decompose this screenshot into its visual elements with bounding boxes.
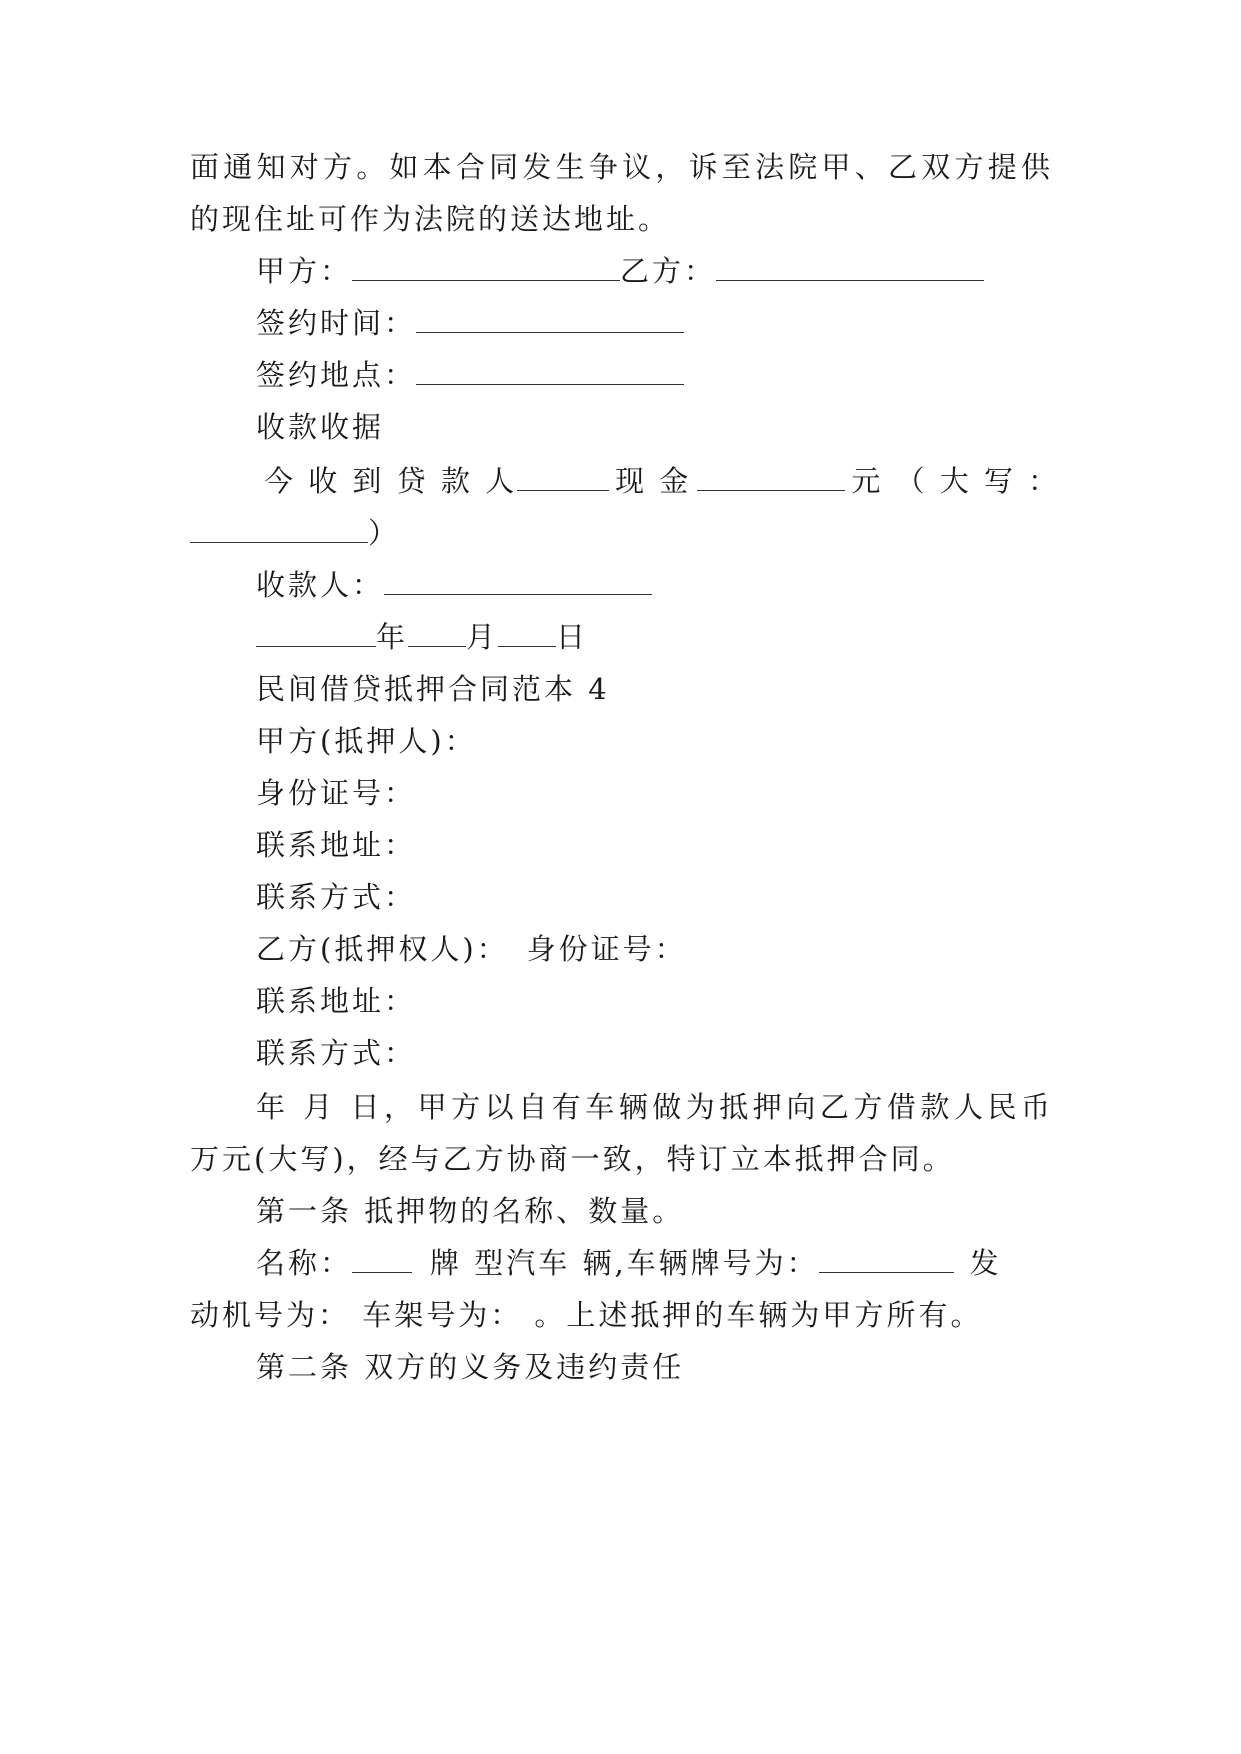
year-blank [256, 618, 376, 647]
payee-row [256, 565, 1050, 605]
amount-in-words-blank [190, 514, 368, 543]
day-blank [498, 618, 556, 647]
date-row [256, 617, 1050, 657]
paragraph-line: 动机号为： 车架号为： 。上述抵押的车辆为甲方所有。 [190, 1298, 983, 1332]
id-number-label: 身份证号： [256, 776, 417, 810]
mortgagee-id-label: 身份证号： [526, 932, 687, 966]
paragraph-line: 面通知对方。如本合同发生争议，诉至法院甲、乙双方提供 [190, 150, 1050, 184]
engine-text: 发 [969, 1246, 1002, 1280]
brand-text: 牌 型汽车 辆,车辆牌号为： [430, 1246, 819, 1280]
paragraph-line: 万元(大写)，经与乙方协商一致，特订立本抵押合同。 [190, 1142, 955, 1176]
party-b-label: 乙方： [620, 254, 717, 288]
month-label: 月 [466, 620, 499, 654]
address-label: 联系地址： [256, 984, 417, 1018]
article-2-title: 第二条 双方的义务及违约责任 [256, 1350, 685, 1384]
name-label: 名称： [256, 1246, 353, 1280]
receipt-row-continued [190, 513, 1050, 553]
brand-blank [352, 1244, 412, 1273]
receipt-title: 收款收据 [256, 410, 385, 444]
receipt-yuan-text: 元 （ 大 写 ： [851, 464, 1061, 498]
month-blank [408, 618, 466, 647]
sign-place-row [256, 355, 1050, 395]
address-label: 联系地址： [256, 828, 417, 862]
contact-label: 联系方式： [256, 1036, 417, 1070]
sign-place-blank [416, 356, 684, 385]
mortgagor-label: 甲方(抵押人)： [256, 724, 477, 758]
receipt-received-text: 今 收 到 贷 款 人 [264, 464, 518, 498]
paragraph-line: 年 月 日，甲方以自有车辆做为抵押向乙方借款人民币 [256, 1090, 1050, 1124]
sign-time-row [256, 303, 1050, 343]
lender-blank [517, 462, 609, 491]
receipt-row [264, 461, 1061, 501]
receipt-cash-text: 现 金 [615, 464, 692, 498]
section-title: 民间借贷抵押合同范本 4 [256, 672, 610, 706]
sign-time-label: 签约时间： [256, 306, 417, 340]
article-1-title: 第一条 抵押物的名称、数量。 [256, 1194, 685, 1228]
paragraph-line: 的现住址可作为法院的送达地址。 [190, 202, 671, 236]
party-a-label: 甲方： [256, 254, 353, 288]
plate-number-blank [819, 1244, 954, 1273]
party-a-blank [352, 252, 620, 281]
receipt-close-paren: ） [368, 516, 401, 550]
payee-label: 收款人： [256, 568, 385, 602]
vehicle-name-row [256, 1243, 1050, 1283]
sign-time-blank [416, 304, 684, 333]
party-b-blank [716, 252, 984, 281]
party-signature-row [256, 251, 1050, 291]
mortgagee-row [256, 929, 1050, 969]
mortgagee-label: 乙方(抵押权人)： [256, 932, 509, 966]
year-label: 年 [376, 620, 409, 654]
sign-place-label: 签约地点： [256, 358, 417, 392]
day-label: 日 [556, 620, 589, 654]
payee-blank [384, 566, 652, 595]
cash-amount-blank [697, 462, 845, 491]
contact-label: 联系方式： [256, 880, 417, 914]
